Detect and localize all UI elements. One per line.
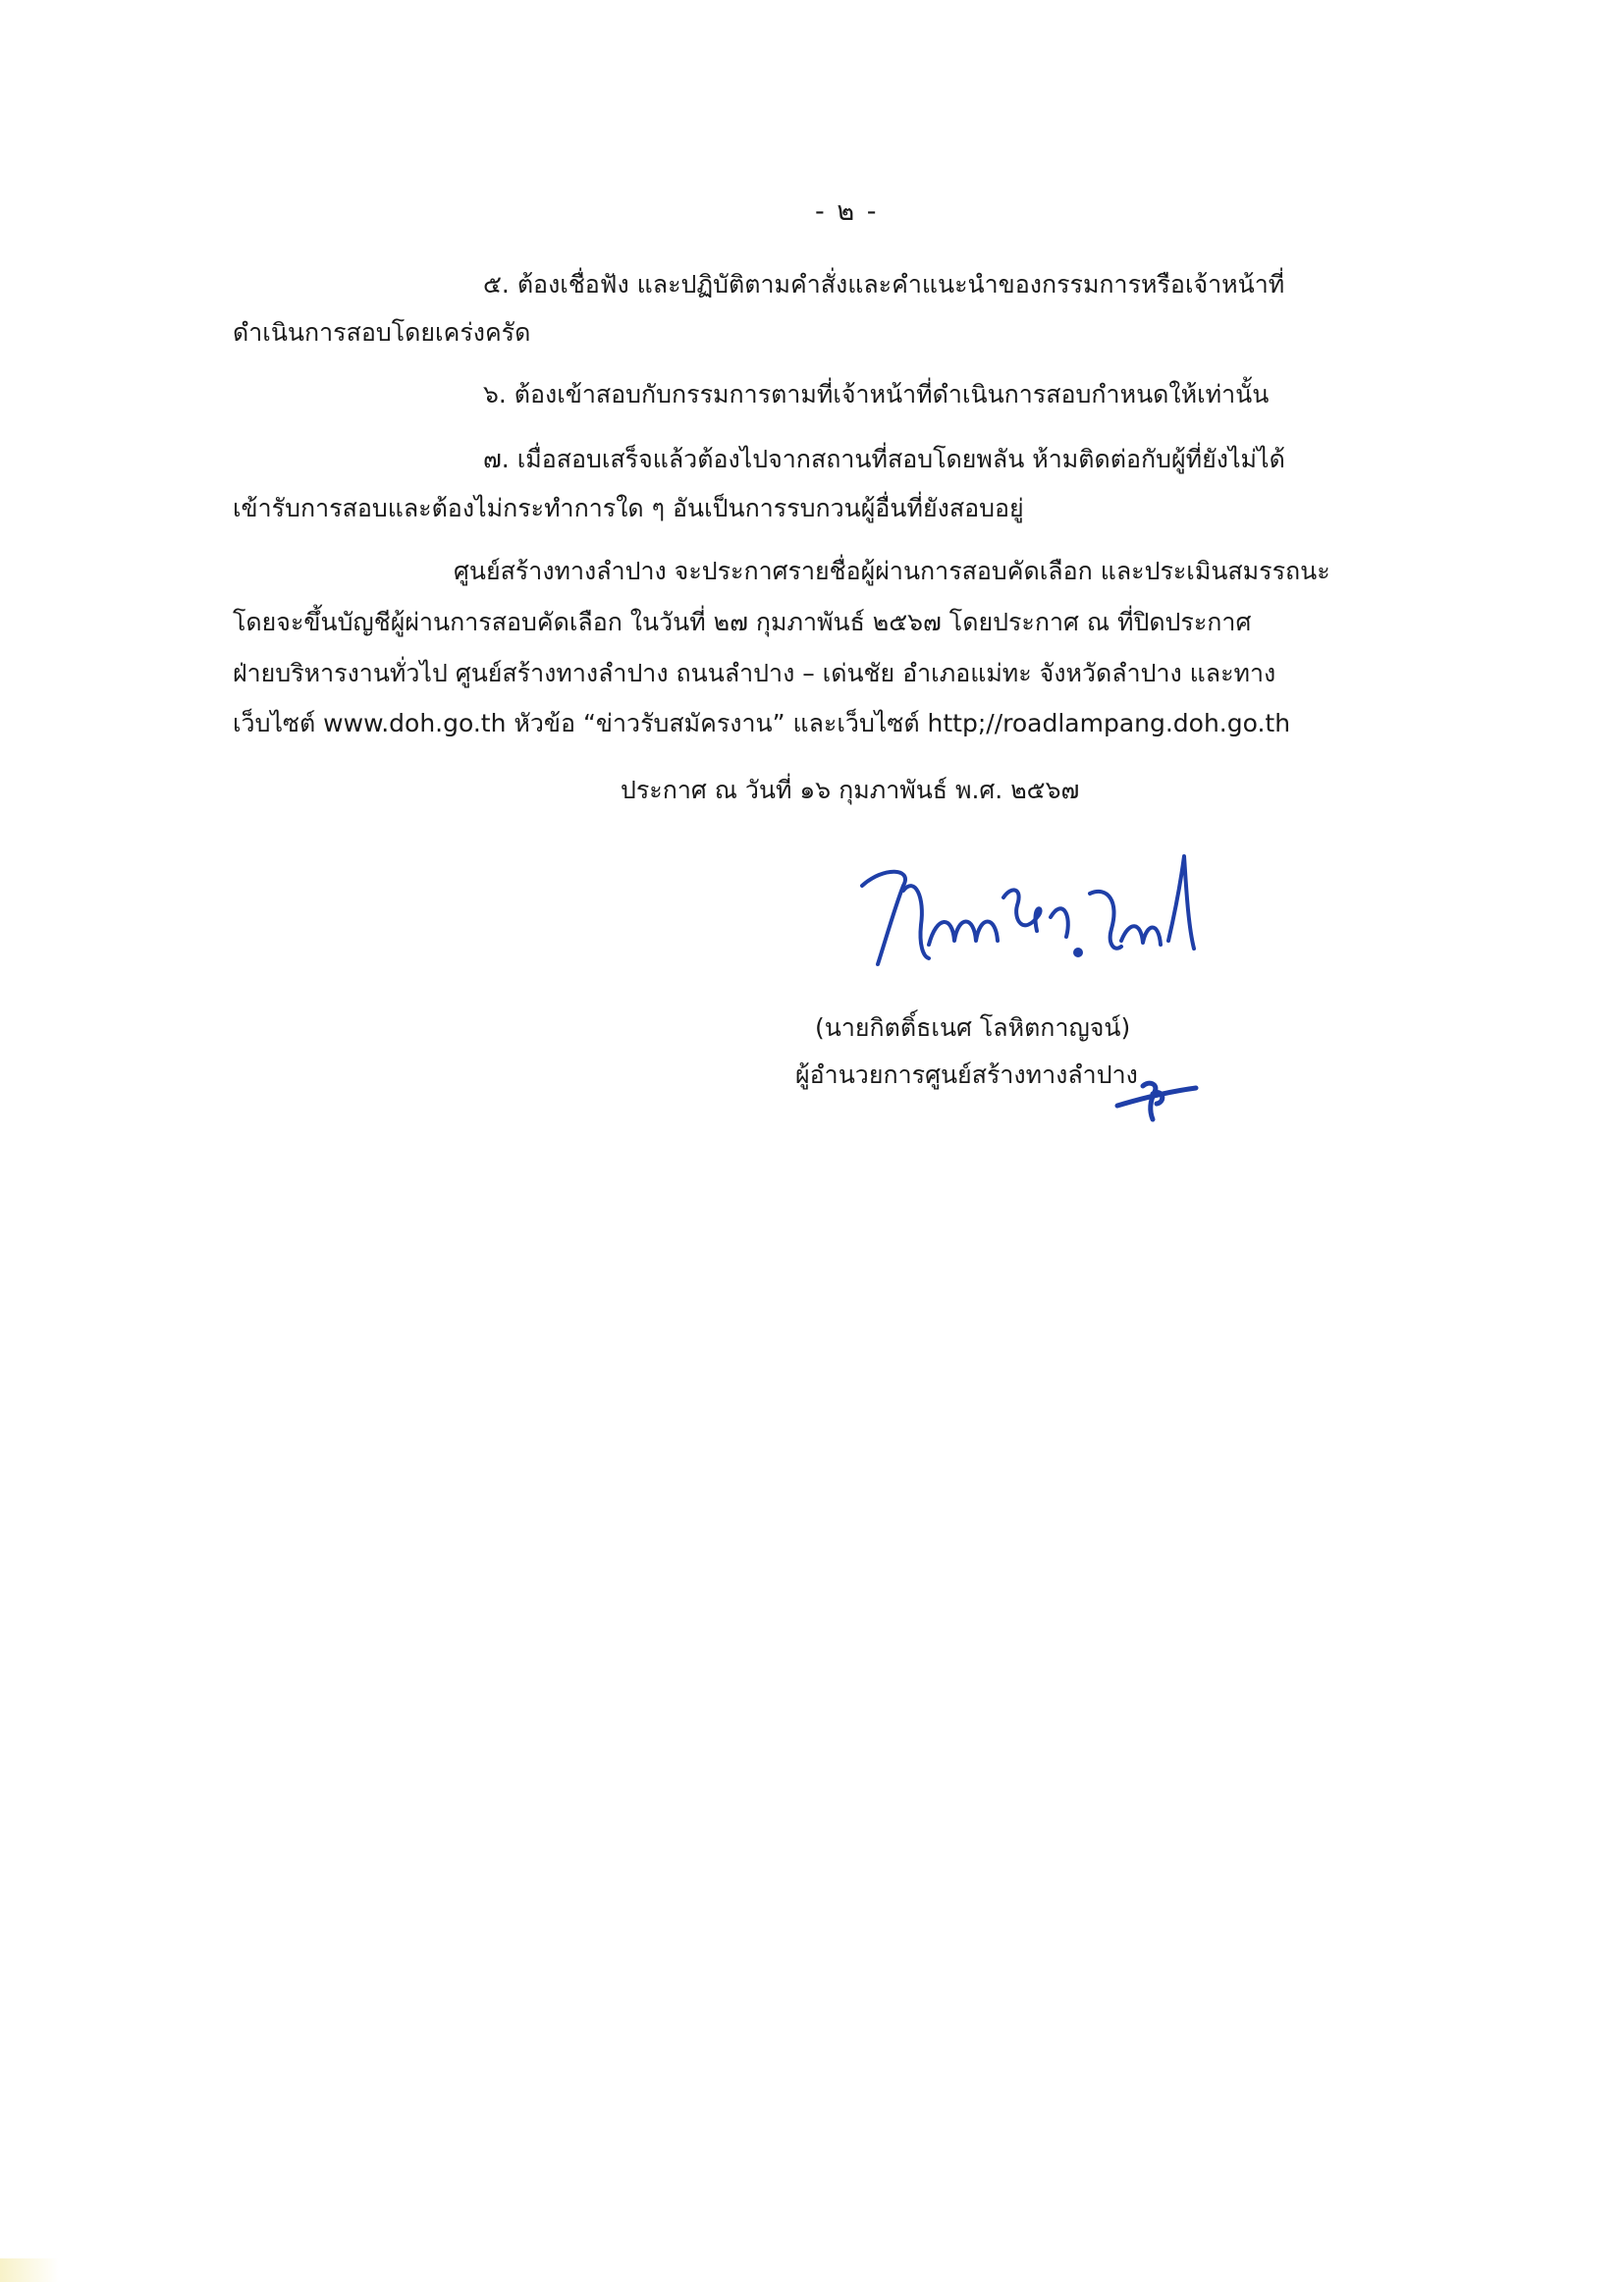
handwritten-signature xyxy=(844,846,1218,974)
announcement-line-4: เว็บไซต์ www.doh.go.th หัวข้อ “ข่าวรับสมัครงาน” และเว็บไซต์ http;//roadlampang.doh.go.th xyxy=(233,709,1291,737)
page-number: - ๒ - xyxy=(815,196,879,227)
scan-edge-smudge xyxy=(0,2258,59,2282)
announcement-line-1: ศูนย์สร้างทางลำปาง จะประกาศรายชื่อผู้ผ่านการสอบคัดเลือก และประเมินสมรรถนะ xyxy=(454,557,1330,585)
announcement-line-2: โดยจะขึ้นบัญชีผู้ผ่านการสอบคัดเลือก ในวันที่ ๒๗ กุมภาพันธ์ ๒๕๖๗ โดยประกาศ ณ ที่ปิดประกาศ xyxy=(233,608,1252,636)
item-7-line-1: ๗. เมื่อสอบเสร็จแล้วต้องไปจากสถานที่สอบโดยพลัน ห้ามติดต่อกับผู้ที่ยังไม่ได้ xyxy=(483,445,1285,473)
handwritten-initial-mark xyxy=(1108,1076,1202,1123)
signer-name: (นายกิตติ์ธเนศ โลหิตกาญจน์) xyxy=(815,1013,1131,1042)
item-5-line-2: ดำเนินการสอบโดยเคร่งครัด xyxy=(233,318,531,347)
signer-title: ผู้อำนวยการศูนย์สร้างทางลำปาง xyxy=(795,1060,1138,1089)
item-6-line-1: ๖. ต้องเข้าสอบกับกรรมการตามที่เจ้าหน้าที่ดำเนินการสอบกำหนดให้เท่านั้น xyxy=(483,380,1270,408)
announcement-line-3: ฝ่ายบริหารงานทั่วไป ศูนย์สร้างทางลำปาง ถนนลำปาง – เด่นชัย อำเภอแม่ทะ จังหวัดลำปาง และทาง xyxy=(233,659,1276,687)
item-7-line-2: เข้ารับการสอบและต้องไม่กระทำการใด ๆ อันเป็นการรบกวนผู้อื่นที่ยังสอบอยู่ xyxy=(233,494,1024,522)
date-line: ประกาศ ณ วันที่ ๑๖ กุมภาพันธ์ พ.ศ. ๒๕๖๗ xyxy=(621,776,1080,804)
item-5-line-1: ๕. ต้องเชื่อฟัง และปฏิบัติตามคำสั่งและคำแนะนำของกรรมการหรือเจ้าหน้าที่ xyxy=(483,270,1285,299)
